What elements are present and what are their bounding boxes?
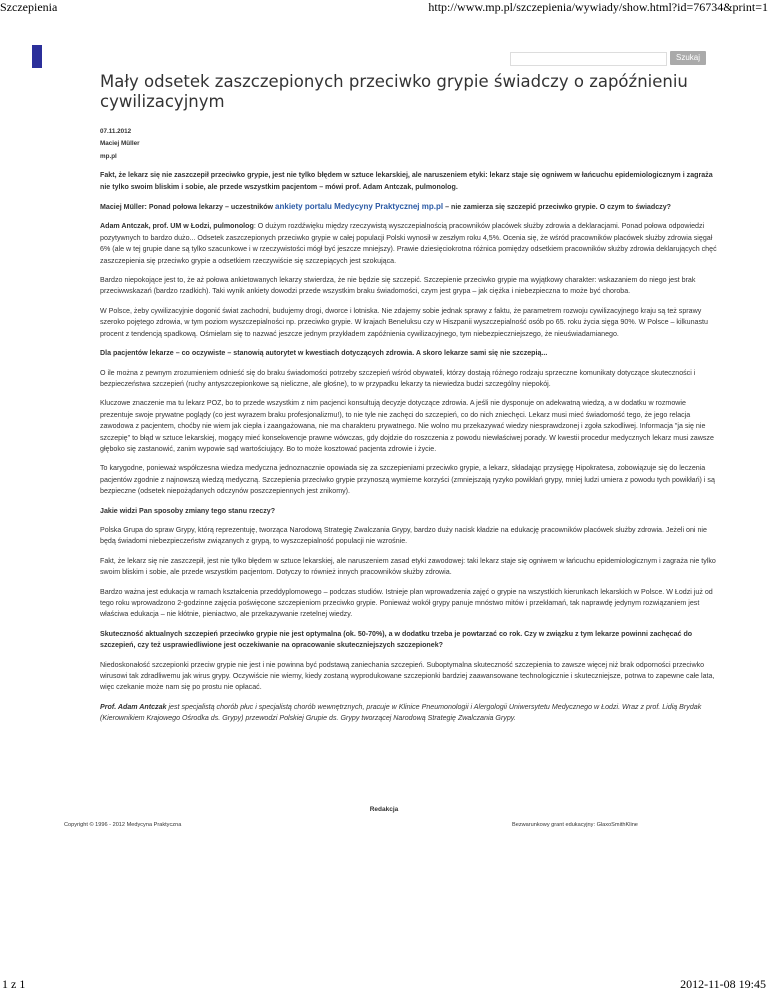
paragraph-10: Niedoskonałość szczepionki przeciw grypie nie jest i nie powinna być podstawą zaniechania szczepień. Suboptymalna skuteczność szczepienia to zawsze więcej niż brak odporności przeciwko wirusowi tak zdradliwemu jak wirus grypy. Oczywiście nie wiemy, kiedy zostaną wyprodukowane szczepionki bardziej zaawansowane technologicznie i skuteczniejsze, potrwa to zapewne całe lata, więc czekanie może nam się po prostu nie opłacać. bbox=[100, 660, 715, 692]
author-bio bbox=[100, 702, 720, 725]
paragraph-2: Bardzo niepokojące jest to, że aż połowa ankietowanych lekarzy stwierdza, że nie będzie się szczepić. Szczepienie przeciwko grypie ma wyjątkowy charakter: wskazaniem do niego jest brak przeciwwskazań (bardzo rzadkich). Taki wynik ankiety dowodzi przede wszystkim braku świadomości, czym jest grypa – jak ciężka i niebezpieczna to może być choroba. bbox=[100, 276, 696, 296]
question-2: Dla pacjentów lekarze – co oczywiste – stanowią autorytet w kwestiach dotyczących zdrowia. A skoro lekarze sami się nie szczepią... bbox=[100, 349, 548, 358]
article-author: Maciej Müller bbox=[100, 140, 140, 148]
print-footer-date: 2012-11-08 19:45 bbox=[680, 977, 766, 991]
grant-notice: Bezwarunkowy grant edukacyjny: GlaxoSmithKline bbox=[512, 822, 638, 828]
article-lead: Fakt, że lekarz się nie zaszczepił przeciwko grypie, jest nie tylko błędem w sztuce lekarskiej, ale naruszeniem etyki: lekarz staje się ogniwem w łańcuchu epidemiologicznym i zagraża nie tylko swoim bliskim i sobie, ale przede wszystkim pacjentom – mówi prof. Adam Antczak, pulmonolog. bbox=[100, 171, 713, 191]
bio-name: Prof. Adam Antczak bbox=[100, 702, 167, 711]
question-1-end: – nie zamierza się szczepić przeciwko grypie. O czym to świadczy? bbox=[443, 203, 671, 212]
answer-1-speaker: Adam Antczak, prof. UM w Łodzi, pulmonolog bbox=[100, 222, 254, 231]
article-title: Mały odsetek zaszczepionych przeciwko grypie świadczy o zapóźnieniu cywilizacyjnym bbox=[100, 72, 688, 111]
survey-link[interactable]: ankiety portalu Medycyny Praktycznej mp.pl bbox=[275, 202, 444, 212]
paragraph-8: Fakt, że lekarz się nie zaszczepił, jest nie tylko błędem w sztuce lekarskiej, ale naruszeniem zasad etyki zawodowej: taki lekarz staje się ogniwem w łańcuchu epidemiologicznym i zagraża nie tylko swoim bliskim i sobie, ale przede wszystkim pacjentom. Dotyczy to również innych pracowników służby zdrowia. bbox=[100, 556, 716, 577]
search-input[interactable] bbox=[510, 52, 667, 66]
article-source: mp.pl bbox=[100, 152, 117, 160]
question-1 bbox=[100, 201, 720, 213]
article-body bbox=[100, 126, 720, 733]
question-4: Skuteczność aktualnych szczepień przeciwko grypie nie jest optymalna (ok. 50-70%), a w dodatku trzeba je powtarzać co rok. Czy w związku z tym lekarze powinni zachęcać do szczepień, czy też usprawiedliwione jest oczekiwanie na opracowanie skuteczniejszych szczepionek? bbox=[100, 629, 693, 650]
answer-1 bbox=[100, 221, 720, 267]
site-logo[interactable] bbox=[32, 45, 42, 68]
search-button[interactable]: Szukaj bbox=[670, 51, 706, 65]
question-3: Jakie widzi Pan sposoby zmiany tego stanu rzeczy? bbox=[100, 506, 276, 515]
answer-1-text: : O dużym rozdźwięku między rzeczywistą wyszczepialnością pracowników placówek służby zdrowia a deklaracjami. Ponad połowa odpowiedzi pozytywnych to bardzo dużo... Odsetek zaszczepionych przeciwko grypie w całej populacji Polski wynosił w zeszłym roku 4,5%. Ocenia się, że wśród pracowników placówek służby zdrowia sięgał 6% (ale w tej grupie dane są tylko szacunkowe i w rzeczywistości mógł być jeszcze mniejszy). Prawie dziesięciokrotna różnica pomiędzy odsetkiem pracowników służby zdrowia deklarujących chęć zaszczepienia się przeciwko grypie a odsetkiem rzeczywiście się szczepiących jest szokująca. bbox=[100, 222, 717, 265]
copyright-notice: Copyright © 1996 - 2012 Medycyna Praktyczna bbox=[64, 822, 182, 828]
paragraph-7: Polska Grupa do spraw Grypy, którą reprezentuję, tworząca Narodową Strategię Zwalczania Grypy, bardzo duży nacisk kładzie na edukację pracowników placówek służby zdrowia. Jeżeli oni nie będą świadomi niebezpieczeństw związanych z grypą, to wyszczepialność populacji nie wzrośnie. bbox=[100, 525, 707, 546]
bio-text: jest specjalistą chorób płuc i specjalistą chorób wewnętrznych, pracuje w Klinice Pneumonologii i Alergologii Uniwersytetu Medycznego w Łodzi. Wraz z prof. Lidią Brydak (Kierownikiem Krajowego Ośrodka ds. Grypy) przewodzi Polskiej Grupie ds. Grypy tworzącej Narodową Strategię Zwalczania Grypy. bbox=[100, 702, 702, 723]
paragraph-6: To karygodne, ponieważ współczesna wiedza medyczna jednoznacznie opowiada się za szczepieniami przeciwko grypie, a lekarz, składając przysięgę Hipokratesa, zobowiązuje się do leczenia pacjentów zgodnie z najnowszą wiedzą medyczną. Szczepienia przeciwko grypie przynoszą wymierne korzyści (zmniejszają ryzyko powikłań grypy, mniej ludzi umiera z powodu tych powikłań) i są bezpieczne (odsetek niepożądanych odczynów poszczepiennych jest znikomy). bbox=[100, 464, 715, 496]
editorial-link[interactable]: Redakcja bbox=[369, 806, 399, 813]
question-1-start: Maciej Müller: Ponad połowa lekarzy – uczestników bbox=[100, 203, 276, 212]
paragraph-3: W Polsce, żeby cywilizacyjnie dogonić świat zachodni, budujemy drogi, dworce i lotniska. Nie zdajemy sobie jednak sprawy z faktu, że parametrem rozwoju cywilizacyjnego kraju są też sprawy szeroko pojętego zdrowia, w tym poziom wyszczepialności np. przeciwko grypie. W krajach Beneluksu czy w Hiszpanii wyszczepialność osób po 65. roku życia sięga 90%. W Polsce – kilkunastu procent z tendencją spadkową. Ośmielam się to nazwać jeszcze jednym przykładem zapóźnienia cywilizacyjnego, tym niebezpieczniejszego, że nieuświadamianego. bbox=[100, 306, 708, 338]
print-footer-page: 1 z 1 bbox=[2, 977, 26, 991]
article-date: 07.11.2012 bbox=[100, 128, 132, 135]
print-header-title: Szczepienia bbox=[0, 0, 58, 14]
paragraph-4: O ile można z pewnym zrozumieniem odnieść się do braku świadomości potrzeby szczepień wśród obywateli, którzy dostają różnego rodzaju sprzeczne komunikaty dotyczące skuteczności i bezpieczeństwa szczepień (ruchy antyszczepionkowe są nieliczne, ale głośne), to w przypadku lekarzy ta niewiedza budzi szczególny niepokój. bbox=[100, 368, 696, 388]
paragraph-9: Bardzo ważna jest edukacja w ramach kształcenia przeddyplomowego – podczas studiów. Istnieje plan wprowadzenia zajęć o grypie na wszystkich kierunkach lekarskich w Polsce. W Łodzi już od tego roku wprowadzono 2-godzinne zajęcia poświęcone szczepieniom przeciwko grypie. Ponieważ wokół grypy panuje mnóstwo mitów i przekłamań, tak naprawdę jedynym rozwiązaniem jest właściwa edukacja – nie kłótnie, pieniactwo, ale przekazywanie rzetelnej wiedzy. bbox=[100, 587, 713, 619]
print-header-url: http://www.mp.pl/szczepienia/wywiady/show.html?id=76734&print=1 bbox=[428, 0, 768, 14]
paragraph-5: Kluczowe znaczenie ma tu lekarz POZ, bo to przede wszystkim z nim pacjenci konsultują decyzje dotyczące zdrowia. A jeśli nie dysponuje on adekwatną wiedzą, a w dodatku w rozmowie prezentuje swoje prywatne poglądy (co jest wyrazem braku profesjonalizmu!), to nie tyle nie zachęci do szczepień, co do nich zniechęci. Lekarz musi mieć świadomość tego, że jego relacja zawodowa z pacjentem, choćby nie wiem jak ciepła i zaangażowana, nie ma charakteru prywatnego. Nie wolno mu przekazywać wiedzy niesprawdzonej i zgoła szkodliwej. Informacja "ja się nie szczepię" to błąd w sztuce lekarskiej, mogący mieć konsekwencje prawne wówczas, gdy dojdzie do roszczenia z powodu niewłaściwej porady. W kwestii procedur medycznych lekarz musi zawsze głęboko się zastanowić, zanim wypowie sąd wartościujący. Bo to może kosztować pacjenta zdrowie i życie. bbox=[100, 399, 714, 453]
